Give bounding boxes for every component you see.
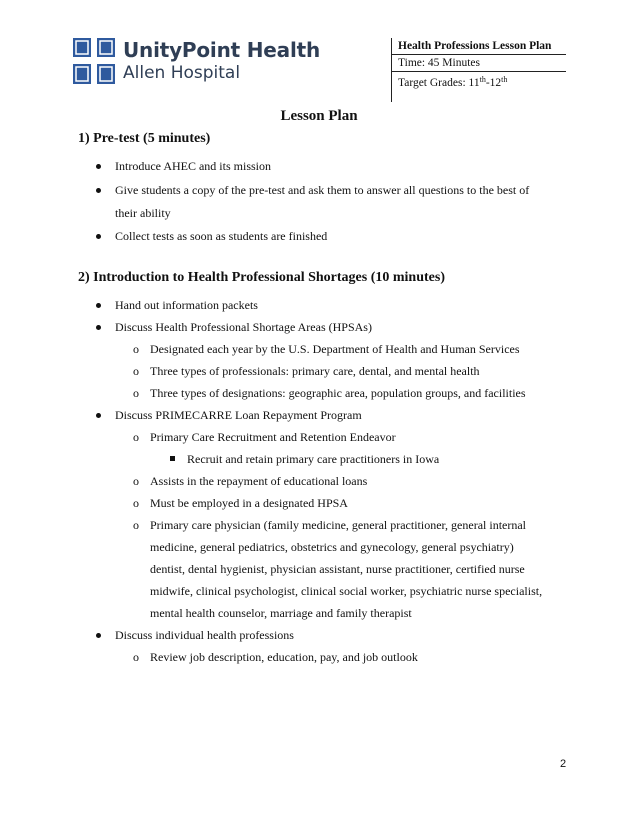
- page-number: 2: [560, 758, 567, 770]
- section-2-heading: 2) Introduction to Health Professional Shortages (10 minutes): [78, 270, 445, 285]
- circle-bullet-icon: o: [133, 386, 139, 400]
- sub-list-item: Primary Care Recruitment and Retention Endeavor: [150, 430, 396, 444]
- sub-list-item-continuation: medicine, general pediatrics, obstetrics and gynecology, general psychiatry): [150, 540, 514, 554]
- circle-bullet-icon: o: [133, 650, 139, 664]
- section-1-heading: 1) Pre-test (5 minutes): [78, 131, 211, 146]
- logo-subname: Allen Hospital: [123, 63, 241, 83]
- list-item: Discuss PRIMECARRE Loan Repayment Program: [115, 408, 362, 422]
- bullet-icon: [96, 633, 101, 638]
- list-item: Discuss individual health professions: [115, 628, 294, 642]
- sub-list-item-continuation: mental health counselor, marriage and family therapist: [150, 606, 412, 620]
- square-bullet-icon: [170, 456, 175, 461]
- list-item: Give students a copy of the pre-test and ask them to answer all questions to the best of: [115, 183, 530, 197]
- sub-list-item: Designated each year by the U.S. Department of Health and Human Services: [150, 342, 520, 356]
- sub-list-item: Three types of designations: geographic area, population groups, and facilities: [150, 386, 526, 400]
- list-item-continuation: their ability: [115, 206, 171, 220]
- unitypoint-logo: [73, 38, 321, 86]
- unitypoint-cross-icon: [73, 38, 115, 84]
- lesson-info-title: Health Professions Lesson Plan: [392, 38, 566, 55]
- bullet-icon: [96, 303, 101, 308]
- sub-sub-list-item: Recruit and retain primary care practitioners in Iowa: [187, 452, 440, 466]
- sub-list-item: Primary care physician (family medicine, general practitioner, general internal: [150, 518, 527, 532]
- bullet-icon: [96, 413, 101, 418]
- bullet-icon: [96, 234, 101, 239]
- sub-list-item: Three types of professionals: primary care, dental, and mental health: [150, 364, 480, 378]
- lesson-info-grades: Target Grades: 11th-12th: [398, 75, 508, 89]
- page-title: Lesson Plan: [280, 108, 358, 124]
- list-item: Collect tests as soon as students are finished: [115, 229, 328, 243]
- bullet-icon: [96, 325, 101, 330]
- circle-bullet-icon: o: [133, 342, 139, 356]
- circle-bullet-icon: o: [133, 496, 139, 510]
- page-header: [0, 0, 638, 100]
- list-item: Hand out information packets: [115, 298, 258, 312]
- bullet-icon: [96, 188, 101, 193]
- sub-list-item-continuation: midwife, clinical psychologist, clinical social worker, psychiatric nurse specialist,: [150, 584, 543, 598]
- circle-bullet-icon: o: [133, 518, 139, 532]
- lesson-info-table: [391, 38, 566, 102]
- logo-name: UnityPoint Health: [123, 38, 321, 62]
- lesson-info-time: Time: 45 Minutes: [392, 55, 566, 72]
- bullet-icon: [96, 164, 101, 169]
- circle-bullet-icon: o: [133, 474, 139, 488]
- sub-list-item: Review job description, education, pay, and job outlook: [150, 650, 418, 664]
- circle-bullet-icon: o: [133, 430, 139, 444]
- list-item: Introduce AHEC and its mission: [115, 159, 271, 173]
- circle-bullet-icon: o: [133, 364, 139, 378]
- sub-list-item-continuation: dentist, dental hygienist, physician assistant, nurse practitioner, certified nurse: [150, 562, 525, 576]
- sub-list-item: Must be employed in a designated HPSA: [150, 496, 348, 510]
- list-item: Discuss Health Professional Shortage Areas (HPSAs): [115, 320, 372, 334]
- sub-list-item: Assists in the repayment of educational loans: [150, 474, 368, 488]
